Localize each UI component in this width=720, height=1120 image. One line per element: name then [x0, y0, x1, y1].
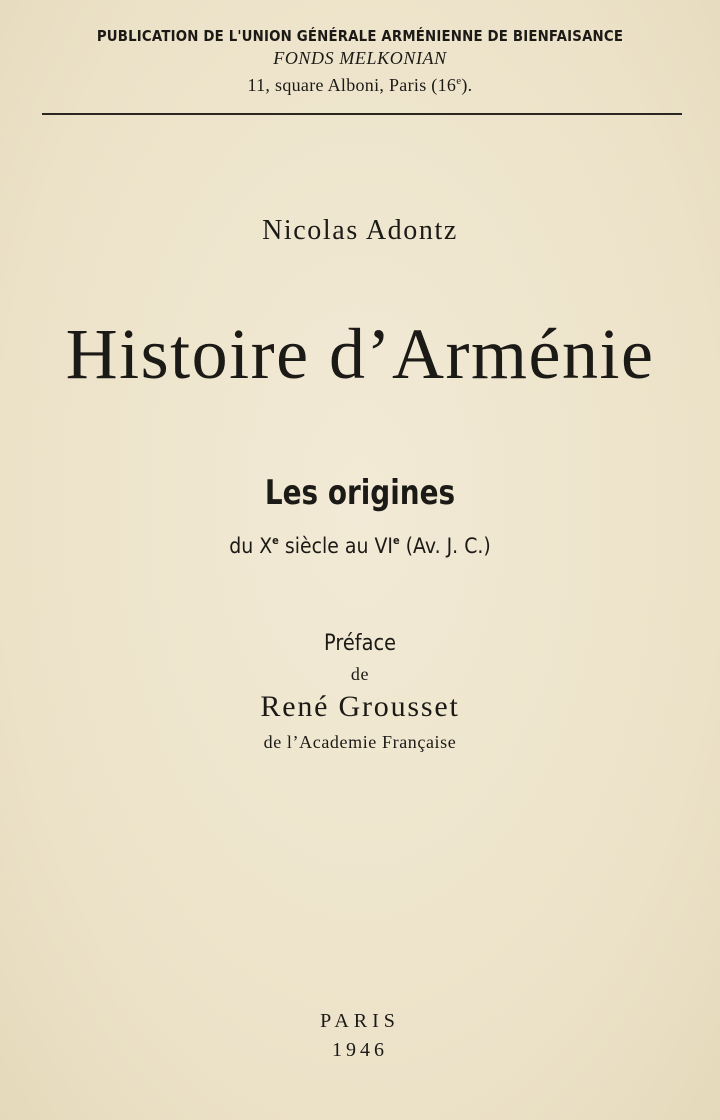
preface-affiliation: de l’Academie Française	[263, 732, 457, 752]
period-part-3: (Av. J. C.)	[399, 534, 491, 558]
address-text: 11, square Alboni, Paris (16	[247, 75, 457, 95]
preface-label: Préface	[323, 631, 397, 656]
imprint-city: PARIS	[320, 1010, 400, 1032]
publisher-line: PUBLICATION DE L'UNION GÉNÉRALE ARMÉNIENNE DE BIENFAISANCE	[96, 27, 624, 45]
period-part-1: du X	[229, 534, 273, 558]
header-rule	[42, 113, 682, 115]
period-part-2: siècle au VI	[278, 534, 393, 558]
preface-de: de	[350, 664, 370, 684]
preface-author: René Grousset	[260, 690, 460, 723]
address-end: ).	[461, 75, 473, 95]
fonds-line: FONDS MELKONIAN	[273, 48, 447, 68]
address-superscript: e	[456, 75, 462, 87]
period-sup-1: e	[272, 534, 279, 547]
imprint-year: 1946	[332, 1039, 388, 1061]
author-name: Nicolas Adontz	[262, 215, 458, 246]
period-sup-2: e	[392, 534, 400, 547]
period-line	[36, 534, 684, 558]
book-subtitle: Les origines	[264, 473, 456, 513]
address-line	[0, 75, 720, 96]
book-title: Histoire d’Arménie	[65, 314, 655, 394]
